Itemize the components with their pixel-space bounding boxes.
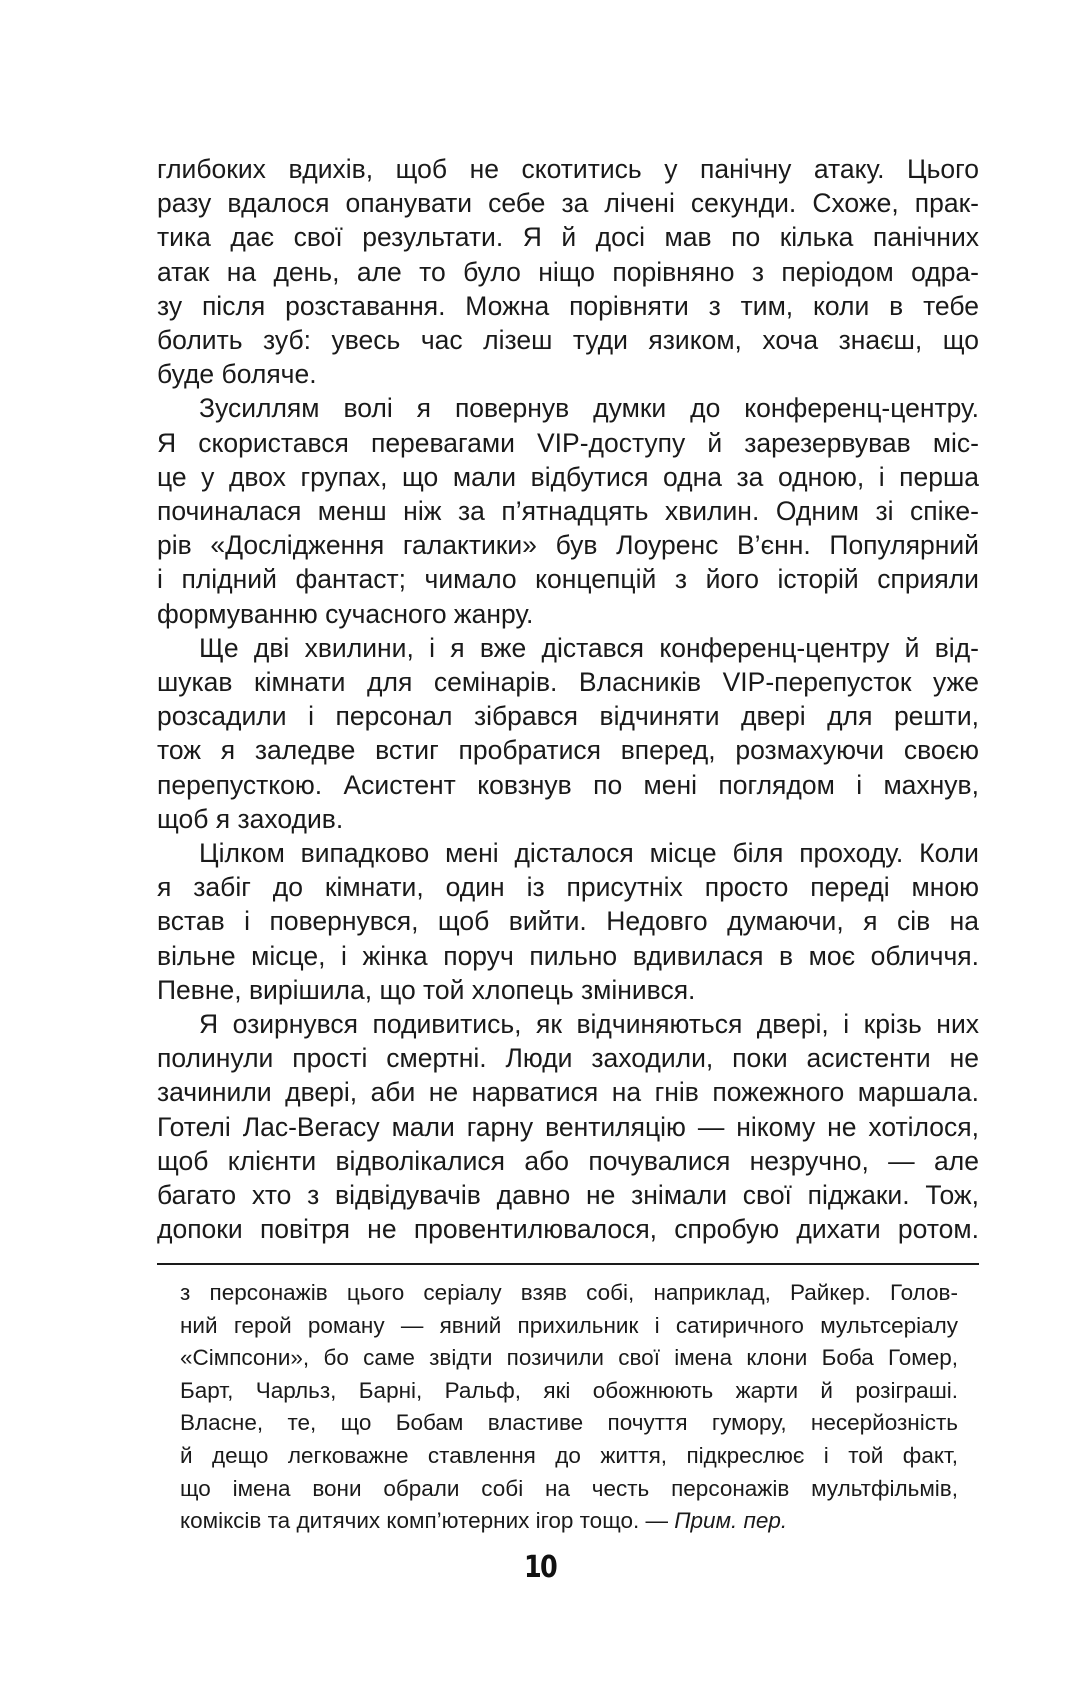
text-line: Я скористався перевагами VIP-доступу й зарезервував міс- [157,427,979,458]
text-line: рів «Дослідження галактики» був Лоуренс В’єнн. Популярний [157,530,979,561]
paragraph-start-line: Я озирнувся подивитись, як відчиняються двері, і крізь них [199,1009,979,1040]
text-line: Готелі Лас-Вегасу мали гарну вентиляцію — нікому не хотілося, [157,1111,979,1142]
paragraph-start-line: Цілком випадково мені дісталося місце біля проходу. Коли [199,838,979,869]
text-line: це у двох групах, що мали відбутися одна за одною, і перша [157,461,979,492]
footnote-divider [157,1263,979,1265]
text-line: розсадили і персонал зібрався відчиняти двері для решти, [157,701,979,732]
text-line: починалася менш ніж за п’ятнадцять хвилин. Одним зі спіке- [157,496,979,527]
main-text-block [157,152,979,1247]
footnote-line: що імена вони обрали собі на честь персонажів мультфільмів, [180,1475,958,1501]
text-line: разу вдалося опанувати себе за лічені секунди. Схоже, прак- [157,188,979,219]
footnote-block [180,1277,958,1538]
paragraph-start-line: Ще дві хвилини, і я вже дістався конференц-центру й від- [199,632,979,663]
text-line: шукав кімнати для семінарів. Власників VIP-перепусток уже [157,667,979,698]
paragraph-start-line: Зусиллям волі я повернув думки до конференц-центру. [199,393,979,424]
footnote-line: Власне, те, що Бобам властиве почуття гумору, несерйозність [180,1410,958,1436]
text-line: перепусткою. Асистент ковзнув по мені поглядом і махнув, [157,769,979,800]
text-line: зу після розставання. Можна порівняти з тим, коли в тебе [157,290,979,321]
footnote-line: ний герой роману — явний прихильник і сатиричного мультсеріалу [180,1312,958,1338]
footnote-line: з персонажів цього серіалу взяв собі, наприклад, Райкер. Голов- [180,1280,958,1305]
text-line: встав і повернувся, щоб вийти. Недовго думаючи, я сів на [157,906,979,937]
translator-note-label: Прим. пер. [674,1508,788,1534]
text-line: тож я заледве встиг пробратися вперед, розмахуючи своєю [157,735,979,766]
text-line: болить зуб: увесь час лізеш туди язиком, хоча знаєш, що [157,325,979,356]
text-line: глибоких вдихів, щоб не скотитись у панічну атаку. Цього [157,154,979,184]
footnote-last-line [180,1505,958,1538]
footnote-line: й дещо легковажне ставлення до життя, підкреслює і той факт, [180,1442,958,1468]
text-line: зачинили двері, аби не нарватися на гнів пожежного маршала. [157,1077,979,1108]
text-line: багато хто з відвідувачів давно не знімали свої піджаки. Тож, [157,1180,979,1211]
footnote-line: «Сімпсони», бо саме звідти позичили свої імена клони Боба Гомер, [180,1345,958,1371]
text-line: формуванню сучасного жанру. [157,598,534,629]
text-line: я забіг до кімнати, один із присутніх просто переді мною [157,872,979,903]
text-line: атак на день, але то було ніщо порівняно з періодом одра- [157,256,979,287]
text-line: щоб клієнти відволікалися або почувалися незручно, — але [157,1145,979,1176]
text-line: полинули прості смертні. Люди заходили, поки асистенти не [157,1043,979,1074]
text-line: допоки повітря не провентилювалося, спробую дихати ротом. [157,1214,979,1245]
page-number: 10 [523,1550,557,1585]
text-line: тика дає свої результати. Я й досі мав по кілька панічних [157,222,979,253]
text-line: щоб я заходив. [157,803,344,834]
text-line: і плідний фантаст; чимало концепцій з його історій сприяли [157,564,979,595]
text-line: Певне, вирішила, що той хлопець змінився. [157,974,696,1005]
text-line: буде боляче. [157,359,317,390]
footnote-line: Барт, Чарльз, Барні, Ральф, які обожнюють жарти й розіграші. [180,1377,958,1403]
footnote-line-text: коміксів та дитячих комп’ютерних ігор тощо. — [180,1508,675,1534]
text-line: вільне місце, і жінка поруч пильно вдивилася в моє обличчя. [157,940,979,971]
